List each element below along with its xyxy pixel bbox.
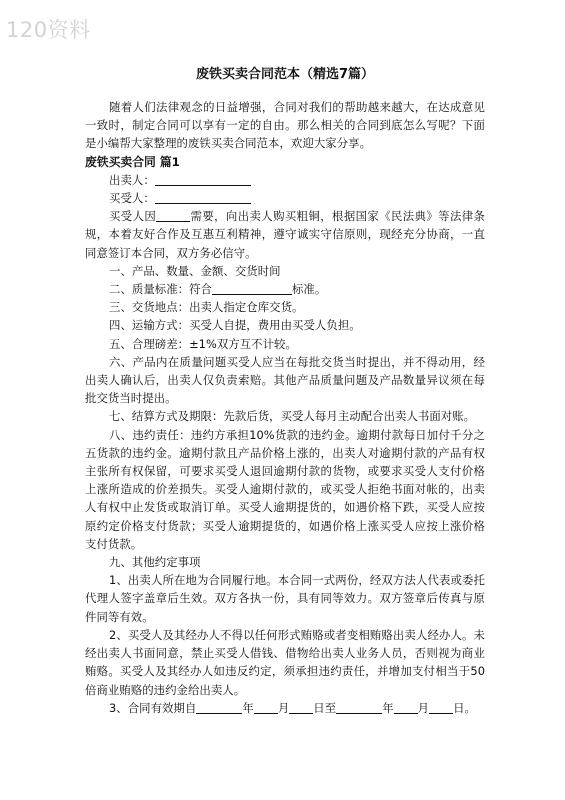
opening-paragraph [85,207,485,262]
start-day-label: 日至 [313,700,337,715]
purpose-blank [156,209,190,222]
start-day-blank [289,701,313,714]
buyer-line [85,189,485,207]
clause-6: 六、产品内在质量问题买受人应当在每批交货当时提出，并不得动用，经出卖人确认后，出卖人仅负责索赔。其他产品质量问题及产品数量异议须在每批交货当时提出。 [85,354,485,406]
seller-line [85,171,485,189]
clause-8: 八、违约责任：违约方承担10%货款的违约金。逾期付款每日加付千分之五货款的违约金。逾期付款且产品价格上涨的，出卖人对逾期付款的产品有权主张所有权保留，可要求买受人退回逾期付款的货物，或要求买受人支付价格上涨所造成的价差损失。买受人逾期付款的，或买受人拒绝书面对帐的，出卖人有权中止发货或取消订单。买受人逾期提货的，如遇价格下跌，买受人应按原约定价格支付货款；买受人逾期提货的，如遇价格上涨买受人应按上涨价格支付货款。 [85,427,485,551]
document-title: 废铁买卖合同范本（精选7篇） [195,67,375,82]
opening-text-a: 买受人因 [109,209,157,224]
end-month-label: 月 [417,700,430,715]
clause-2-text-b: 标准。 [291,282,327,297]
intro-paragraph: 随着人们法律观念的日益增强，合同对我们的帮助越来越大，在达成意见一致时，制定合同可以享有一定的自由。那么相关的合同到底怎么写呢？下面是小编帮大家整理的废铁买卖合同范本，欢迎大家分享。 [85,100,485,151]
buyer-blank [155,191,251,204]
clause-3: 三、交货地点：出卖人指定仓库交货。 [109,300,304,315]
clause-2-text-a: 二、质量标准：符合 [109,282,212,297]
start-year-label: 年 [242,700,254,715]
buyer-label: 买受人： [109,191,155,206]
clause-4: 四、运输方式：买受人自提，费用由买受人负担。 [109,318,361,333]
end-month-blank [394,701,418,714]
sub-clause-3-text: 3、合同有效期自 [109,700,197,715]
clause-9: 九、其他约定事项 [109,555,201,570]
watermark: 120资料 [6,18,91,42]
sub-clause-2: 2、买受人及其经办人不得以任何形式贿赂或者变相贿赂出卖人经办人。未经出卖人书面同意，禁止买受人借钱、借物给出卖人业务人员，否则视为商业贿赂。买受人及其经办人如违反约定，须承担违约责任，并增加支付相当于50倍商业贿赂的违约金给出卖人。 [85,627,485,697]
end-year-label: 年 [382,700,394,715]
start-month-blank [254,701,278,714]
end-year-blank [336,701,382,714]
clause-5: 五、合理磅差：±1%双方互不计较。 [109,336,297,351]
clause-2 [85,280,485,298]
sub-clause-1: 1、出卖人所在地为合同履行地。本合同一式两份，经双方法人代表或委托代理人签字盖章后生效。双方各执一份，具有同等效力。双方签章后传真与原件同等有效。 [85,573,485,624]
standard-blank [212,282,292,295]
opening-text-b: 需要，向出卖人购买粗铜，根据国家《民法典》等法律条规，本着友好合作及互惠互利精神，遵守诚实守信原则，现经充分协商，一直同意签订本合同，双方务必信守。 [85,209,485,260]
start-year-blank [196,701,242,714]
seller-label: 出卖人： [109,172,155,187]
document-page [85,66,485,717]
seller-blank [155,173,251,186]
clause-1: 一、产品、数量、金额、交货时间 [109,263,281,278]
section-title: 废铁买卖合同 篇1 [85,154,180,169]
clause-7: 七、结算方式及期限：先款后货，买受人每月主动配合出卖人书面对账。 [109,409,476,424]
sub-clause-3 [85,699,485,717]
end-day-blank [429,701,453,714]
start-month-label: 月 [277,700,290,715]
end-day-label: 日。 [453,700,476,715]
